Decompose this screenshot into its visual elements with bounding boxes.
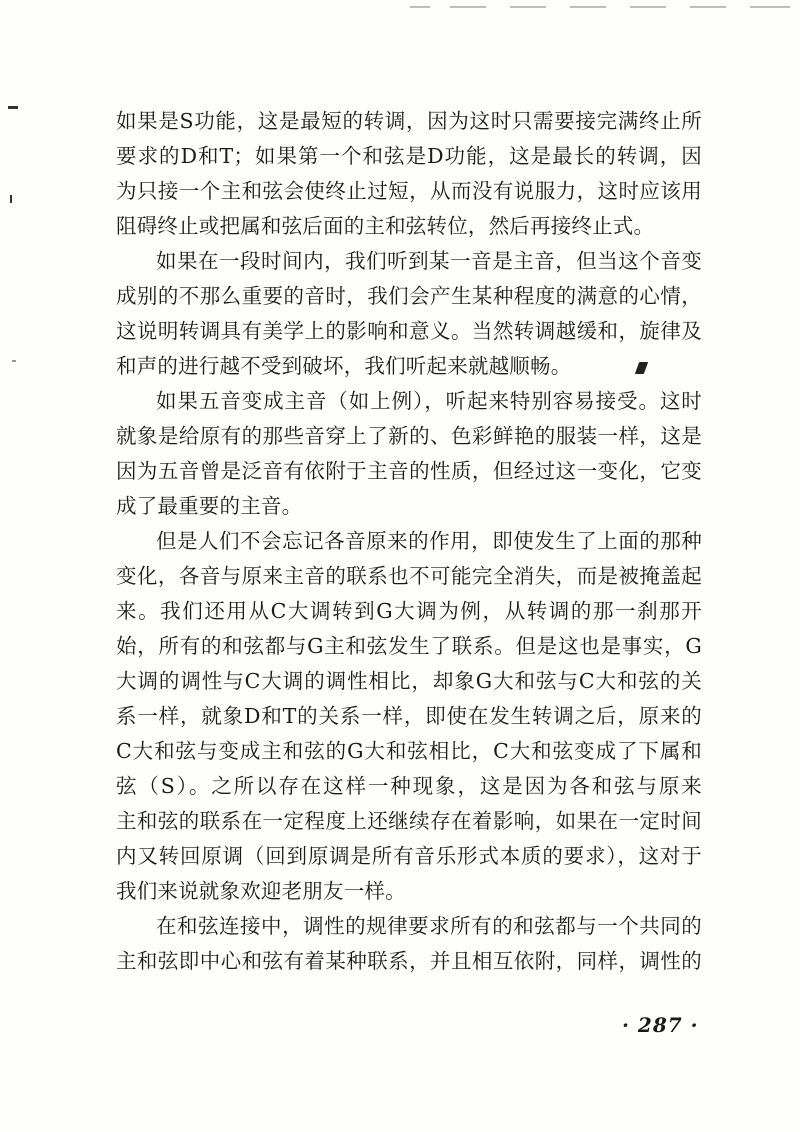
text-line: 这说明转调具有美学上的影响和意义。当然转调越缓和，旋律及 xyxy=(116,319,702,343)
scan-speck xyxy=(12,360,16,362)
text-line: 如果在一段时间内，我们听到某一音是主音，但当这个音变 xyxy=(156,249,702,273)
text-line: 主和弦即中心和弦有着某种联系，并且相互依附，同样，调性的 xyxy=(116,949,702,973)
text-line: 主和弦的联系在一定程度上还继续存在着影响，如果在一定时间 xyxy=(116,809,702,833)
text-line: 来。我们还用从C大调转到G大调为例，从转调的那一刹那开 xyxy=(116,599,702,623)
text-line: 为只接一个主和弦会使终止过短，从而没有说服力，这时应该用 xyxy=(116,179,702,203)
text-line: 如果五音变成主音（如上例），听起来特别容易接受。这时 xyxy=(156,389,702,413)
text-line: 系一样，就象D和T的关系一样，即使在发生转调之后，原来的 xyxy=(116,704,702,728)
paragraph-3 xyxy=(116,384,702,524)
paragraph-1 xyxy=(116,104,702,244)
scan-speck xyxy=(10,195,12,203)
text-line: 成了最重要的主音。 xyxy=(116,494,303,518)
text-line: 弦（S）。之所以存在这样一种现象，这是因为各和弦与原来 xyxy=(116,774,702,798)
text-line: 我们来说就象欢迎老朋友一样。 xyxy=(116,879,406,903)
text-line: 要求的D和T；如果第一个和弦是D功能，这是最长的转调，因 xyxy=(116,144,702,168)
text-line: 成别的不那么重要的音时，我们会产生某种程度的满意的心情， xyxy=(116,284,702,308)
text-line: 变化，各音与原来主音的联系也不可能完全消失，而是被掩盖起 xyxy=(116,564,702,588)
page-number: · 287 · xyxy=(622,1013,699,1037)
paragraph-5 xyxy=(116,909,702,979)
text-line: 大调的调性与C大调的调性相比，却象G大和弦与C大和弦的关 xyxy=(116,669,702,693)
paragraph-2 xyxy=(116,244,702,384)
body-text xyxy=(116,104,702,979)
scan-edge-marks xyxy=(400,6,800,10)
text-line: 但是人们不会忘记各音原来的作用，即使发生了上面的那种 xyxy=(156,529,702,553)
text-line: 内又转回原调（回到原调是所有音乐形式本质的要求），这对于 xyxy=(116,844,702,868)
text-line: C大和弦与变成主和弦的G大和弦相比，C大和弦变成了下属和 xyxy=(116,739,702,763)
text-line: 始，所有的和弦都与G主和弦发生了联系。但是这也是事实，G xyxy=(116,634,702,658)
text-line: 因为五音曾是泛音有依附于主音的性质，但经过这一变化，它变 xyxy=(116,459,702,483)
paragraph-4 xyxy=(116,524,702,909)
text-line: 阻碍终止或把属和弦后面的主和弦转位，然后再接终止式。 xyxy=(116,214,655,238)
text-line: 如果是S功能，这是最短的转调，因为这时只需要接完满终止所 xyxy=(116,109,702,133)
scan-speck xyxy=(8,106,18,109)
text-line: 就象是给原有的那些音穿上了新的、色彩鲜艳的服装一样，这是 xyxy=(116,424,702,448)
text-line: 在和弦连接中，调性的规律要求所有的和弦都与一个共同的 xyxy=(156,914,702,938)
text-line: 和声的进行越不受到破坏，我们听起来就越顺畅。 xyxy=(116,354,572,378)
